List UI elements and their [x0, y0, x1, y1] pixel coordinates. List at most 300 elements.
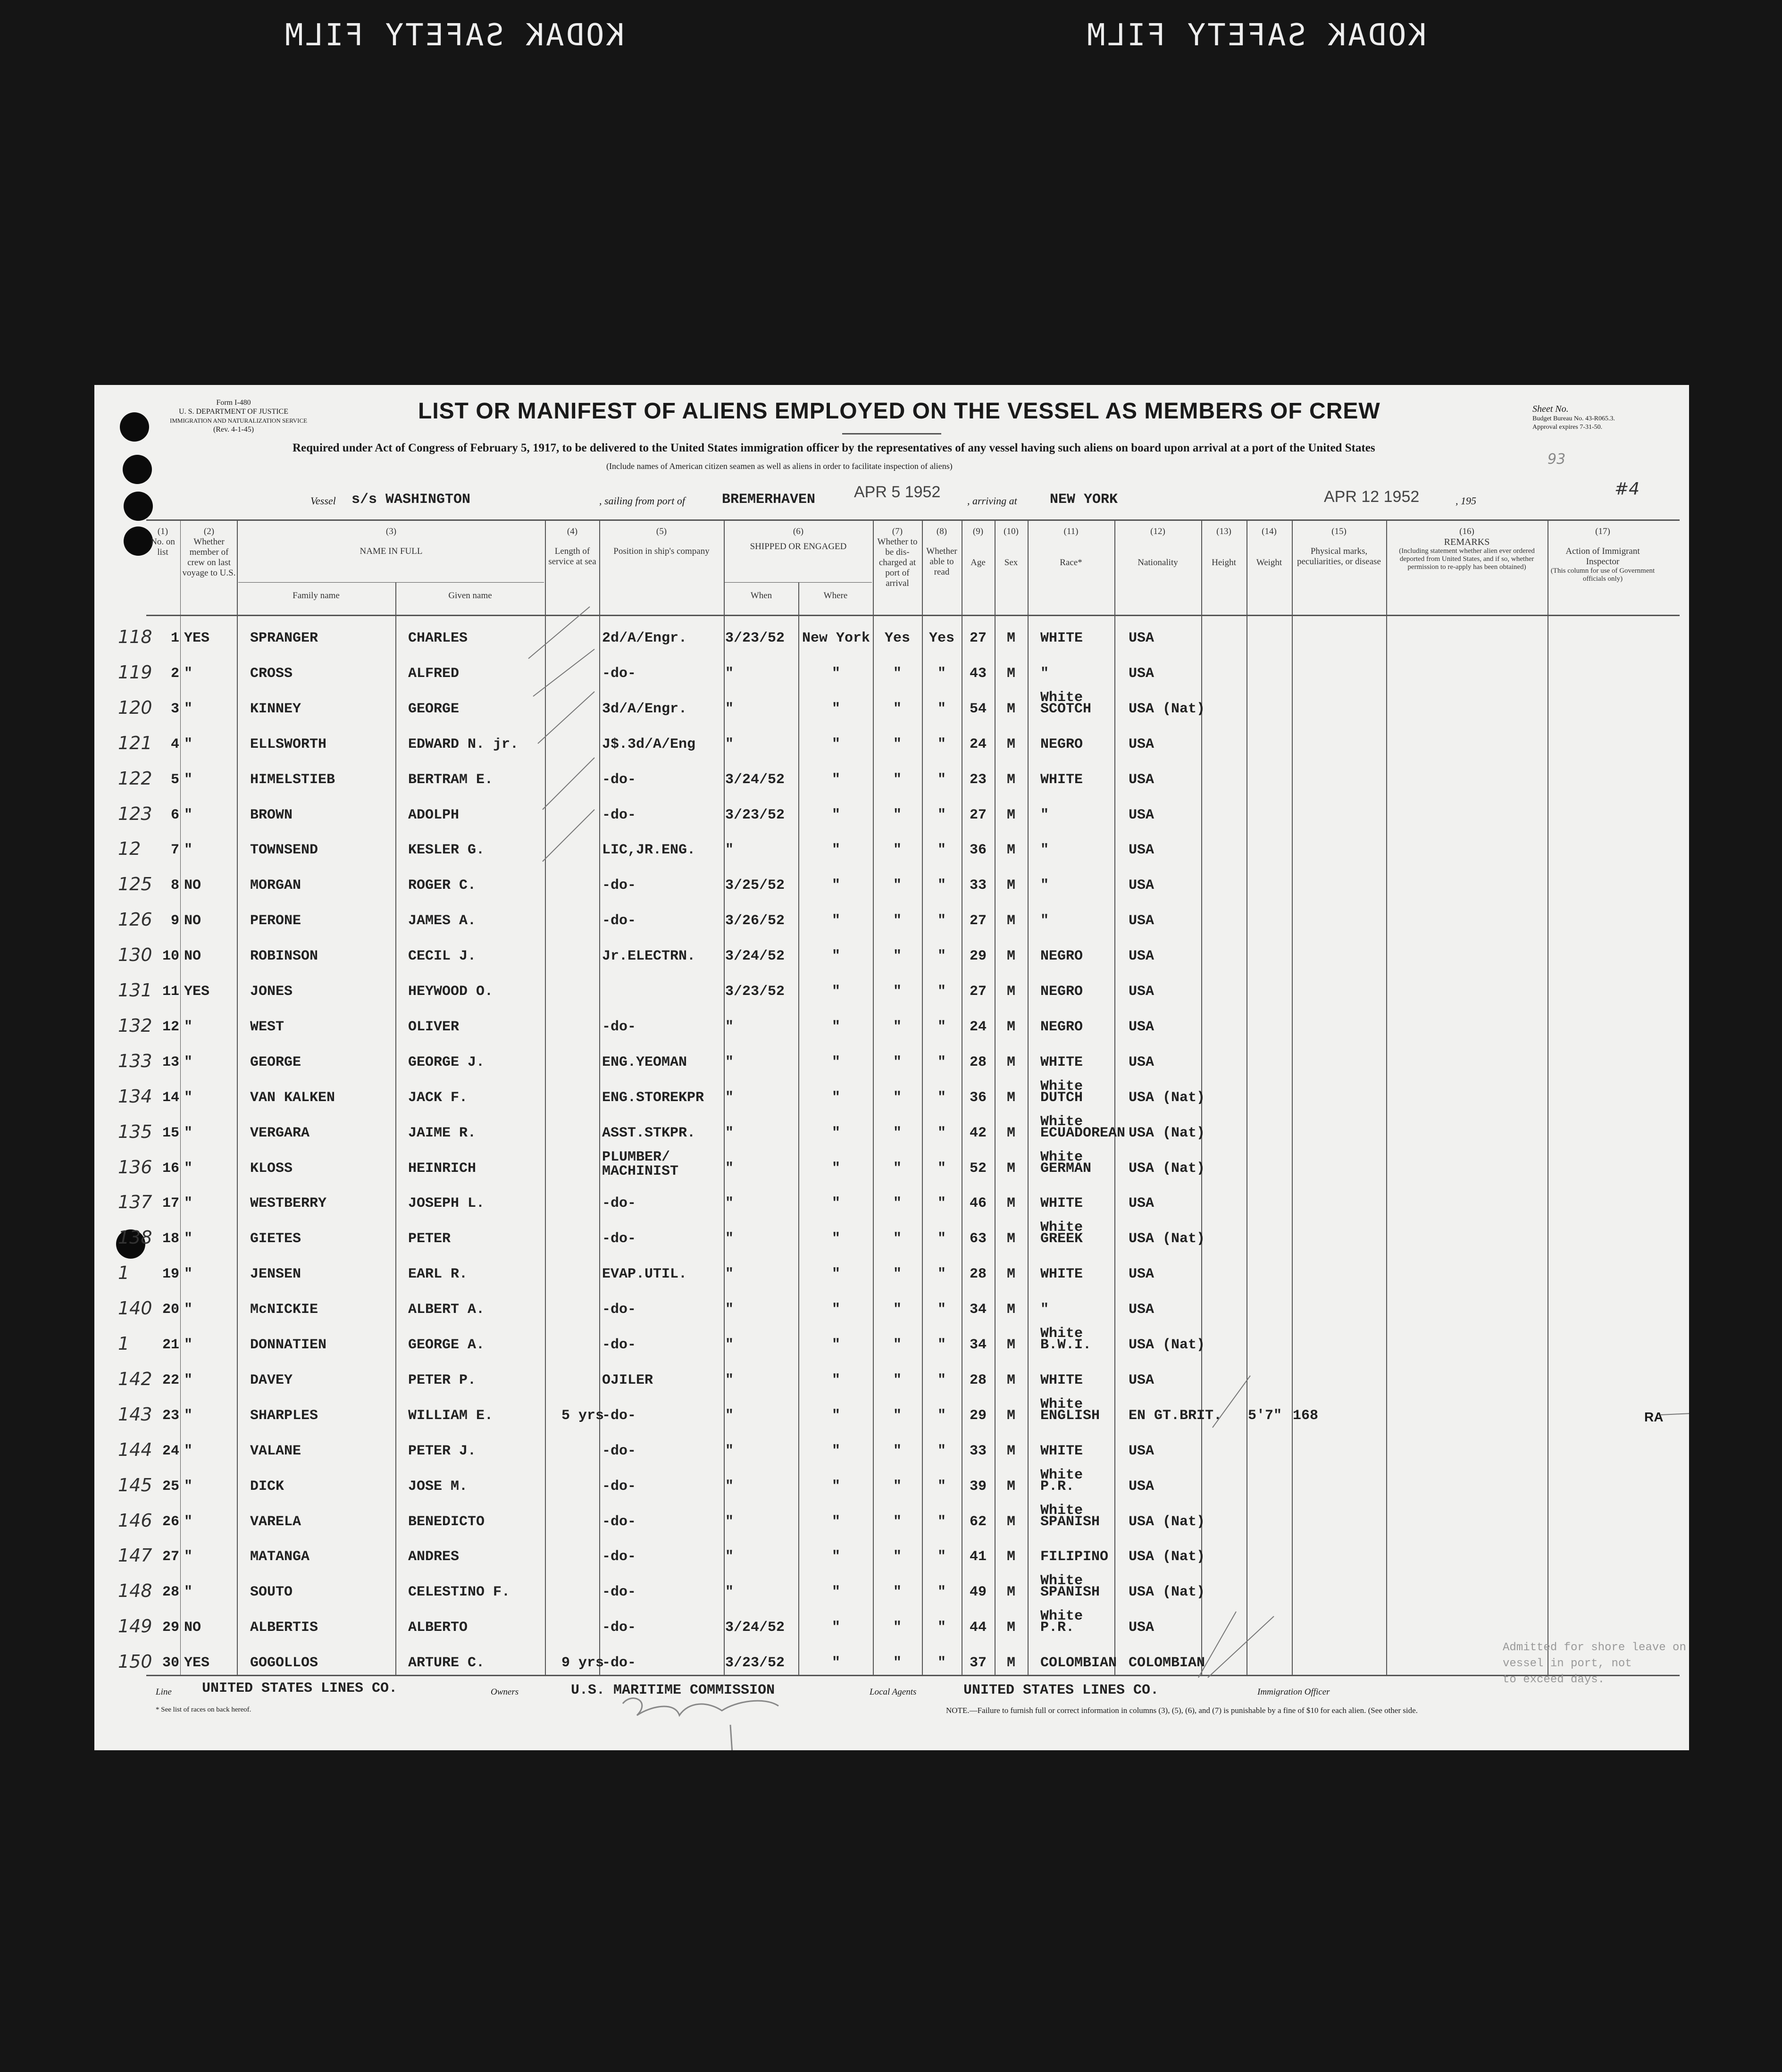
sex: M [1006, 1372, 1015, 1388]
agents-value: UNITED STATES LINES CO. [963, 1682, 1159, 1698]
race: WHITE [1040, 1054, 1083, 1070]
list-number: 1 [170, 630, 179, 646]
handwritten-list-number: 125 [118, 874, 152, 895]
family-name: KINNEY [250, 701, 301, 717]
shipped-when: " [725, 1478, 734, 1495]
shipped-where: " [831, 1337, 840, 1353]
able-to-read: " [937, 877, 946, 894]
age: 52 [969, 1160, 987, 1177]
list-number: 9 [170, 913, 179, 929]
nationality: USA (Nat) [1129, 1549, 1205, 1565]
race-prefix: White [1040, 1078, 1083, 1094]
shipped-where: " [831, 771, 840, 788]
list-number: 26 [162, 1513, 179, 1530]
previous-voyage: " [184, 771, 193, 788]
given-name: BENEDICTO [408, 1513, 485, 1530]
previous-voyage: YES [184, 984, 210, 1000]
shipped-when: " [725, 1584, 734, 1601]
list-number: 27 [162, 1549, 179, 1565]
age: 46 [969, 1195, 987, 1212]
given-name: ARTURE C. [408, 1655, 485, 1671]
given-name: PETER J. [408, 1443, 477, 1459]
list-number: 5 [170, 771, 179, 788]
discharged: " [893, 1655, 902, 1671]
handwritten-list-number: 147 [118, 1545, 152, 1566]
vessel-name: s/s WASHINGTON [351, 492, 471, 508]
position: -do- [602, 1655, 636, 1671]
col5-label: Position in ship's company [613, 546, 710, 556]
handwritten-list-number: 140 [118, 1298, 152, 1319]
budget-bureau: Budget Bureau No. 43-R065.3. [1532, 415, 1615, 422]
sheet-number-hand: #4 [1615, 479, 1640, 499]
race: " [1040, 877, 1049, 894]
nationality: USA [1129, 1054, 1155, 1070]
family-name: VAN KALKEN [250, 1089, 335, 1106]
race: P.R. [1040, 1620, 1075, 1636]
position: -do- [602, 1337, 636, 1353]
handwritten-list-number: 135 [118, 1121, 152, 1142]
col5-number: (5) [656, 526, 667, 536]
nationality: COLOMBIAN [1129, 1655, 1205, 1671]
previous-voyage: " [184, 1266, 193, 1283]
able-to-read: " [937, 1443, 946, 1459]
age: 62 [969, 1513, 987, 1530]
able-to-read: " [937, 1655, 946, 1671]
age: 34 [969, 1337, 987, 1353]
handwritten-list-number: 131 [118, 980, 152, 1001]
shipped-when: " [725, 1337, 734, 1353]
able-to-read: " [937, 736, 946, 752]
sex: M [1006, 1125, 1015, 1141]
race: NEGRO [1040, 1019, 1083, 1035]
age: 36 [969, 1089, 987, 1106]
nationality: USA [1129, 1266, 1155, 1283]
race: B.W.I. [1040, 1337, 1092, 1353]
handwritten-list-number: 148 [118, 1580, 152, 1602]
family-name: MORGAN [250, 877, 301, 894]
discharged: Yes [884, 630, 910, 646]
discharged: " [893, 1584, 902, 1601]
col17-label: Action of Immigrant Inspector [1565, 546, 1640, 567]
previous-voyage: " [184, 1478, 193, 1495]
sex: M [1006, 842, 1015, 859]
given-name: PETER [408, 1231, 451, 1247]
col9-number: (9) [972, 526, 984, 536]
given-name: JACK F. [408, 1089, 468, 1106]
previous-voyage: " [184, 1054, 193, 1070]
approval-expires: Approval expires 7-31-50. [1532, 424, 1603, 431]
nationality: USA (Nat) [1129, 1125, 1205, 1141]
nationality: USA [1129, 877, 1155, 894]
vessel-label: Vessel [310, 495, 336, 507]
able-to-read: " [937, 1549, 946, 1565]
col16-label: REMARKS [1444, 537, 1490, 547]
shipped-when: 3/23/52 [725, 1655, 785, 1671]
given-name: WILLIAM E. [408, 1407, 494, 1424]
able-to-read: " [937, 1231, 946, 1247]
race: " [1040, 913, 1049, 929]
given-name: ALBERT A. [408, 1302, 485, 1318]
able-to-read: " [937, 1019, 946, 1035]
race: GREEK [1040, 1231, 1083, 1247]
service-length: 5 yrs [561, 1407, 604, 1424]
shipped-where: New York [802, 630, 870, 646]
pen-stroke [543, 810, 594, 861]
discharged: " [893, 771, 902, 788]
list-number: 18 [162, 1231, 179, 1247]
col2-number: (2) [203, 526, 215, 536]
list-number: 14 [162, 1089, 179, 1106]
list-number: 20 [162, 1302, 179, 1318]
able-to-read: " [937, 1054, 946, 1070]
sex: M [1006, 1443, 1015, 1459]
film-edge-text-2: KODAK SAFETY FILM [1085, 18, 1427, 53]
shipped-where: " [831, 1231, 840, 1247]
position: EVAP.UTIL. [602, 1266, 687, 1283]
shipped-when: " [725, 1019, 734, 1035]
discharged: " [893, 1019, 902, 1035]
previous-voyage: " [184, 1584, 193, 1601]
col10-label: Sex [1004, 558, 1018, 568]
previous-voyage: " [184, 1302, 193, 1318]
given-name: KESLER G. [408, 842, 485, 859]
sex: M [1006, 1231, 1015, 1247]
previous-voyage: " [184, 1125, 193, 1141]
race-note: * See list of races on back hereof. [156, 1706, 251, 1713]
nationality: USA [1129, 1478, 1155, 1495]
list-number: 22 [162, 1372, 179, 1388]
col1-number: (1) [157, 526, 168, 536]
sex: M [1006, 1478, 1015, 1495]
shipped-when: " [725, 1302, 734, 1318]
discharged: " [893, 807, 902, 823]
discharged: " [893, 913, 902, 929]
col8-label: Whether able to read [926, 546, 957, 577]
shipped-when: " [725, 842, 734, 859]
position: -do- [602, 1443, 636, 1459]
family-name: JONES [250, 984, 293, 1000]
handwritten-list-number: 132 [118, 1015, 152, 1036]
handwritten-list-number: 142 [118, 1368, 152, 1389]
nationality: EN GT.BRIT. [1129, 1407, 1222, 1424]
handwritten-list-number: 121 [118, 732, 152, 753]
handwritten-list-number: 126 [118, 909, 152, 930]
list-number: 21 [162, 1337, 179, 1353]
race: WHITE [1040, 1266, 1083, 1283]
race-prefix: White [1040, 1113, 1083, 1130]
shipped-when: " [725, 1407, 734, 1424]
race-prefix: White [1040, 1326, 1083, 1342]
col15-number: (15) [1331, 526, 1347, 536]
col11-number: (11) [1063, 526, 1079, 536]
pen-stroke [528, 607, 590, 659]
shipped-when: 3/24/52 [725, 948, 785, 965]
age: 44 [969, 1620, 987, 1636]
list-number: 11 [162, 984, 179, 1000]
arrival-date-stamp: APR 12 1952 [1324, 488, 1420, 506]
position: -do- [602, 665, 636, 682]
able-to-read: " [937, 1125, 946, 1141]
pen-marks [94, 385, 1689, 1750]
age: 27 [969, 630, 987, 646]
sex: M [1006, 807, 1015, 823]
race-prefix: White [1040, 1149, 1083, 1165]
nationality: USA [1129, 1019, 1155, 1035]
discharged: " [893, 1337, 902, 1353]
handwritten-list-number: 146 [118, 1510, 152, 1531]
age: 27 [969, 913, 987, 929]
discharged: " [893, 984, 902, 1000]
col1-label: No. on list [151, 537, 175, 557]
position: 3d/A/Engr. [602, 701, 687, 717]
nationality: USA [1129, 807, 1155, 823]
shipped-where: " [831, 1549, 840, 1565]
form-number: Form I-480 [216, 399, 251, 407]
shipped-where: " [831, 665, 840, 682]
handwritten-list-number: 123 [118, 803, 152, 824]
shipped-where: " [831, 984, 840, 1000]
handwritten-list-number: 122 [118, 768, 152, 789]
shipped-where: " [831, 1125, 840, 1141]
shipped-when: " [725, 1160, 734, 1177]
handwritten-list-number: 136 [118, 1156, 152, 1178]
discharged: " [893, 1620, 902, 1636]
shipped-where: " [831, 1054, 840, 1070]
race: SPANISH [1040, 1584, 1100, 1601]
sail-date-stamp: APR 5 1952 [854, 483, 941, 501]
given-name: EARL R. [408, 1266, 468, 1283]
discharged: " [893, 1302, 902, 1318]
shipped-when: " [725, 1231, 734, 1247]
shipped-when: " [725, 1089, 734, 1106]
sex: M [1006, 913, 1015, 929]
list-number: 12 [162, 1019, 179, 1035]
handwritten-list-number: 134 [118, 1086, 152, 1107]
pen-stroke [533, 649, 594, 696]
previous-voyage: " [184, 1160, 193, 1177]
age: 27 [969, 984, 987, 1000]
given-name: ADOLPH [408, 807, 460, 823]
nationality: USA (Nat) [1129, 1089, 1205, 1106]
family-name: GIETES [250, 1231, 301, 1247]
list-number: 15 [162, 1125, 179, 1141]
age: 24 [969, 736, 987, 752]
age: 41 [969, 1549, 987, 1565]
given-name: JOSE M. [408, 1478, 468, 1495]
age: 37 [969, 1655, 987, 1671]
race: NEGRO [1040, 736, 1083, 752]
shipped-when: 3/23/52 [725, 630, 785, 646]
given-name: BERTRAM E. [408, 771, 494, 788]
shipped-where: " [831, 1019, 840, 1035]
previous-voyage: " [184, 701, 193, 717]
family-name: PERONE [250, 913, 301, 929]
sex: M [1006, 1089, 1015, 1106]
race: ECUADOREAN [1040, 1125, 1126, 1141]
position: Jr.ELECTRN. [602, 948, 696, 965]
able-to-read: " [937, 1407, 946, 1424]
race-prefix: White [1040, 1396, 1083, 1412]
sex: M [1006, 1266, 1015, 1283]
given-name: OLIVER [408, 1019, 460, 1035]
position: OJILER [602, 1372, 653, 1388]
previous-voyage: " [184, 1019, 193, 1035]
sex: M [1006, 1655, 1015, 1671]
owners-value: U.S. MARITIME COMMISSION [571, 1682, 775, 1698]
race: WHITE [1040, 1443, 1083, 1459]
sex: M [1006, 1620, 1015, 1636]
family-name: DAVEY [250, 1372, 293, 1388]
service-length: 9 yrs [561, 1655, 604, 1671]
list-number: 4 [170, 736, 179, 752]
age: 29 [969, 948, 987, 965]
signature-stroke [730, 1725, 732, 1750]
nationality: USA (Nat) [1129, 1231, 1205, 1247]
discharged: " [893, 877, 902, 894]
sex: M [1006, 1513, 1015, 1530]
discharged: " [893, 1231, 902, 1247]
position: -do- [602, 1407, 636, 1424]
height: 5'7" [1248, 1407, 1282, 1424]
able-to-read: " [937, 665, 946, 682]
given-name: HEINRICH [408, 1160, 477, 1177]
sex: M [1006, 701, 1015, 717]
given-name: PETER P. [408, 1372, 477, 1388]
signature-scribble [623, 1698, 778, 1715]
age: 42 [969, 1125, 987, 1141]
able-to-read: " [937, 1478, 946, 1495]
shipped-when: " [725, 1195, 734, 1212]
race-prefix: White [1040, 1573, 1083, 1589]
col2-label: Whether member of crew on last voyage to U.S. [182, 537, 236, 578]
race: " [1040, 842, 1049, 859]
position: -do- [602, 771, 636, 788]
shipped-where: " [831, 1584, 840, 1601]
sex: M [1006, 1195, 1015, 1212]
shipped-where: " [831, 701, 840, 717]
col17-sub: (This column for use of Government officials only) [1550, 567, 1655, 583]
able-to-read: " [937, 1195, 946, 1212]
pen-stroke [538, 692, 594, 744]
list-number: 6 [170, 807, 179, 823]
list-number: 3 [170, 701, 179, 717]
col12-label: Nationality [1138, 558, 1178, 568]
nationality: USA [1129, 1372, 1155, 1388]
given-name: GEORGE A. [408, 1337, 485, 1353]
col14-label: Weight [1256, 558, 1282, 568]
age: 24 [969, 1019, 987, 1035]
arrival-port: NEW YORK [1050, 492, 1118, 508]
sex: M [1006, 1160, 1015, 1177]
list-number: 7 [170, 842, 179, 859]
nationality: USA (Nat) [1129, 1160, 1205, 1177]
shipped-where: " [831, 736, 840, 752]
family-name: ALBERTIS [250, 1620, 318, 1636]
shipped-where: " [831, 1266, 840, 1283]
list-number: 23 [162, 1407, 179, 1424]
action-mark: RA [1644, 1410, 1664, 1424]
col4-number: (4) [567, 526, 578, 536]
race: SCOTCH [1040, 701, 1092, 717]
previous-voyage: " [184, 1337, 193, 1353]
position: ASST.STKPR. [602, 1125, 696, 1141]
previous-voyage: " [184, 1231, 193, 1247]
sex: M [1006, 1054, 1015, 1070]
shipped-where: " [831, 877, 840, 894]
previous-voyage: " [184, 1443, 193, 1459]
race-prefix: White [1040, 1502, 1083, 1519]
year-suffix: , 195 [1456, 495, 1476, 507]
able-to-read: " [937, 1372, 946, 1388]
family-name: SPRANGER [250, 630, 318, 646]
footer-note: NOTE.—Failure to furnish full or correct information in columns (3), (5), (6), and (7) is punishable by a fine of $10 for each alien. (See other side. [946, 1706, 1418, 1715]
race: WHITE [1040, 1195, 1083, 1212]
list-number: 16 [162, 1160, 179, 1177]
list-number: 2 [170, 665, 179, 682]
given-name: ALFRED [408, 665, 460, 682]
col13-number: (13) [1216, 526, 1231, 536]
able-to-read: " [937, 701, 946, 717]
handwritten-list-number: 119 [118, 661, 152, 683]
sex: M [1006, 1019, 1015, 1035]
shipped-where: " [831, 1372, 840, 1388]
nationality: USA (Nat) [1129, 1513, 1205, 1530]
previous-voyage: " [184, 1549, 193, 1565]
age: 49 [969, 1584, 987, 1601]
family-name: DONNATIEN [250, 1337, 327, 1353]
age: 29 [969, 1407, 987, 1424]
able-to-read: " [937, 1302, 946, 1318]
previous-voyage: " [184, 665, 193, 682]
age: 23 [969, 771, 987, 788]
include-note: (Include names of American citizen seamen as well as aliens in order to facilitate inspection of aliens) [606, 461, 953, 471]
shipped-where: " [831, 1478, 840, 1495]
family-name: SHARPLES [250, 1407, 318, 1424]
nationality: USA [1129, 771, 1155, 788]
race: ENGLISH [1040, 1407, 1100, 1424]
able-to-read: " [937, 1337, 946, 1353]
revision: (Rev. 4-1-45) [213, 426, 254, 434]
pen-stroke [1213, 1376, 1250, 1428]
admitted-stamp-line: vessel in port, not [1503, 1657, 1632, 1670]
col7-number: (7) [892, 526, 903, 536]
family-name: HIMELSTIEB [250, 771, 335, 788]
shipped-where: " [831, 1407, 840, 1424]
shipped-where: " [831, 913, 840, 929]
list-number: 28 [162, 1584, 179, 1601]
nationality: USA [1129, 1443, 1155, 1459]
shipped-when: " [725, 1054, 734, 1070]
previous-voyage: " [184, 807, 193, 823]
line-label: Line [156, 1687, 172, 1697]
age: 43 [969, 665, 987, 682]
col4-label: Length of service at sea [548, 546, 596, 567]
discharged: " [893, 1549, 902, 1565]
age: 28 [969, 1266, 987, 1283]
family-name: GOGOLLOS [250, 1655, 318, 1671]
given-name-header: Given name [448, 591, 492, 601]
race: DUTCH [1040, 1089, 1083, 1106]
given-name: EDWARD N. jr. [408, 736, 519, 752]
previous-voyage: " [184, 1513, 193, 1530]
line-value: UNITED STATES LINES CO. [202, 1680, 398, 1696]
admitted-stamp-line: Admitted for shore leave on [1503, 1641, 1686, 1654]
pen-stroke [1198, 1612, 1236, 1678]
discharged: " [893, 1407, 902, 1424]
nationality: USA [1129, 1195, 1155, 1212]
nationality: USA [1129, 842, 1155, 859]
officer-label: Immigration Officer [1257, 1687, 1330, 1697]
